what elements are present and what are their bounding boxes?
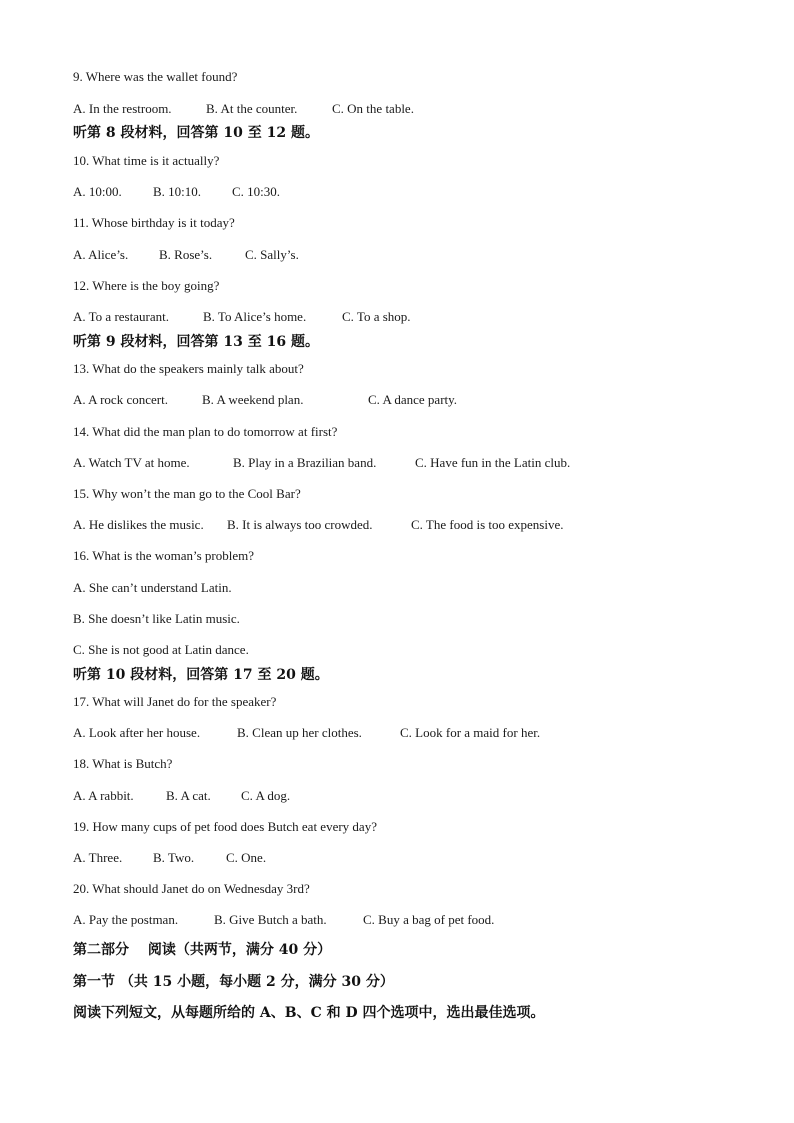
- option-a: A. Three.: [73, 850, 123, 865]
- question-17-stem: 17. What will Janet do for the speaker?: [73, 694, 277, 709]
- option-b: B. Two.: [153, 850, 195, 865]
- section-heading-10: 听第 10 段材料，回答第 17 至 20 题。: [73, 667, 329, 683]
- question-20-stem: 20. What should Janet do on Wednesday 3rd?: [73, 881, 310, 896]
- question-16-stem: 16. What is the woman’s problem?: [73, 548, 255, 563]
- section-one-heading: 第一节 （共 15 小题，每小题 2 分，满分 30 分）: [73, 974, 394, 990]
- question-12-options: [73, 309, 411, 325]
- option-b: B. Give Butch a bath.: [214, 912, 327, 927]
- question-19-stem: 19. How many cups of pet food does Butch eat every day?: [73, 819, 377, 834]
- option-c: C. To a shop.: [342, 309, 411, 324]
- option-a: A. Alice’s.: [73, 247, 129, 262]
- question-14-options: [73, 455, 570, 471]
- option-c: C. Look for a maid for her.: [400, 725, 541, 740]
- question-12-stem: 12. Where is the boy going?: [73, 278, 220, 293]
- question-17-options: [73, 725, 540, 741]
- option-b: B. A weekend plan.: [202, 392, 304, 407]
- reading-instructions: 阅读下列短文，从每题所给的 A、B、C 和 D 四个选项中，选出最佳选项。: [73, 1005, 545, 1021]
- option-c: C. A dog.: [241, 788, 291, 803]
- question-16-option-b: B. She doesn’t like Latin music.: [73, 611, 240, 626]
- option-a: A. He dislikes the music.: [73, 517, 204, 532]
- question-16-option-c: C. She is not good at Latin dance.: [73, 642, 249, 657]
- question-9-stem: 9. Where was the wallet found?: [73, 69, 238, 84]
- question-10-options: [73, 184, 280, 200]
- option-b: B. It is always too crowded.: [227, 517, 373, 532]
- option-b: B. Clean up her clothes.: [237, 725, 362, 740]
- section-heading-9: 听第 9 段材料，回答第 13 至 16 题。: [73, 334, 319, 350]
- option-a: A. A rabbit.: [73, 788, 134, 803]
- option-c: C. 10:30.: [232, 184, 281, 199]
- option-a: A. Pay the postman.: [73, 912, 179, 927]
- question-16-option-a: A. She can’t understand Latin.: [73, 580, 232, 595]
- question-20-options: [73, 912, 494, 928]
- option-a: A. A rock concert.: [73, 392, 168, 407]
- option-a: A. In the restroom.: [73, 101, 172, 116]
- option-a: A. To a restaurant.: [73, 309, 169, 324]
- question-13-stem: 13. What do the speakers mainly talk about?: [73, 361, 304, 376]
- option-a: A. Look after her house.: [73, 725, 201, 740]
- option-b: B. To Alice’s home.: [203, 309, 307, 324]
- option-b: B. At the counter.: [206, 101, 298, 116]
- option-c: C. On the table.: [332, 101, 414, 116]
- option-c: C. A dance party.: [368, 392, 458, 407]
- question-15-stem: 15. Why won’t the man go to the Cool Bar?: [73, 486, 301, 501]
- question-18-stem: 18. What is Butch?: [73, 756, 173, 771]
- question-11-options: [73, 247, 299, 263]
- option-c: C. Buy a bag of pet food.: [363, 912, 495, 927]
- option-c: C. Have fun in the Latin club.: [415, 455, 571, 470]
- question-14-stem: 14. What did the man plan to do tomorrow at first?: [73, 424, 338, 439]
- option-b: B. A cat.: [166, 788, 211, 803]
- question-13-options: [73, 392, 457, 408]
- option-a: A. Watch TV at home.: [73, 455, 190, 470]
- part-two-heading: 第二部分 阅读（共两节，满分 40 分）: [73, 942, 332, 958]
- question-18-options: [73, 788, 290, 804]
- question-15-options: [73, 517, 564, 533]
- question-19-options: [73, 850, 266, 866]
- question-10-stem: 10. What time is it actually?: [73, 153, 220, 168]
- question-9-options: [73, 101, 414, 117]
- option-b: B. Play in a Brazilian band.: [233, 455, 377, 470]
- option-a: A. 10:00.: [73, 184, 122, 199]
- option-b: B. 10:10.: [153, 184, 202, 199]
- option-b: B. Rose’s.: [159, 247, 213, 262]
- option-c: C. The food is too expensive.: [411, 517, 564, 532]
- section-heading-8: 听第 8 段材料，回答第 10 至 12 题。: [73, 125, 319, 141]
- option-c: C. One.: [226, 850, 267, 865]
- option-c: C. Sally’s.: [245, 247, 299, 262]
- question-11-stem: 11. Whose birthday is it today?: [73, 215, 235, 230]
